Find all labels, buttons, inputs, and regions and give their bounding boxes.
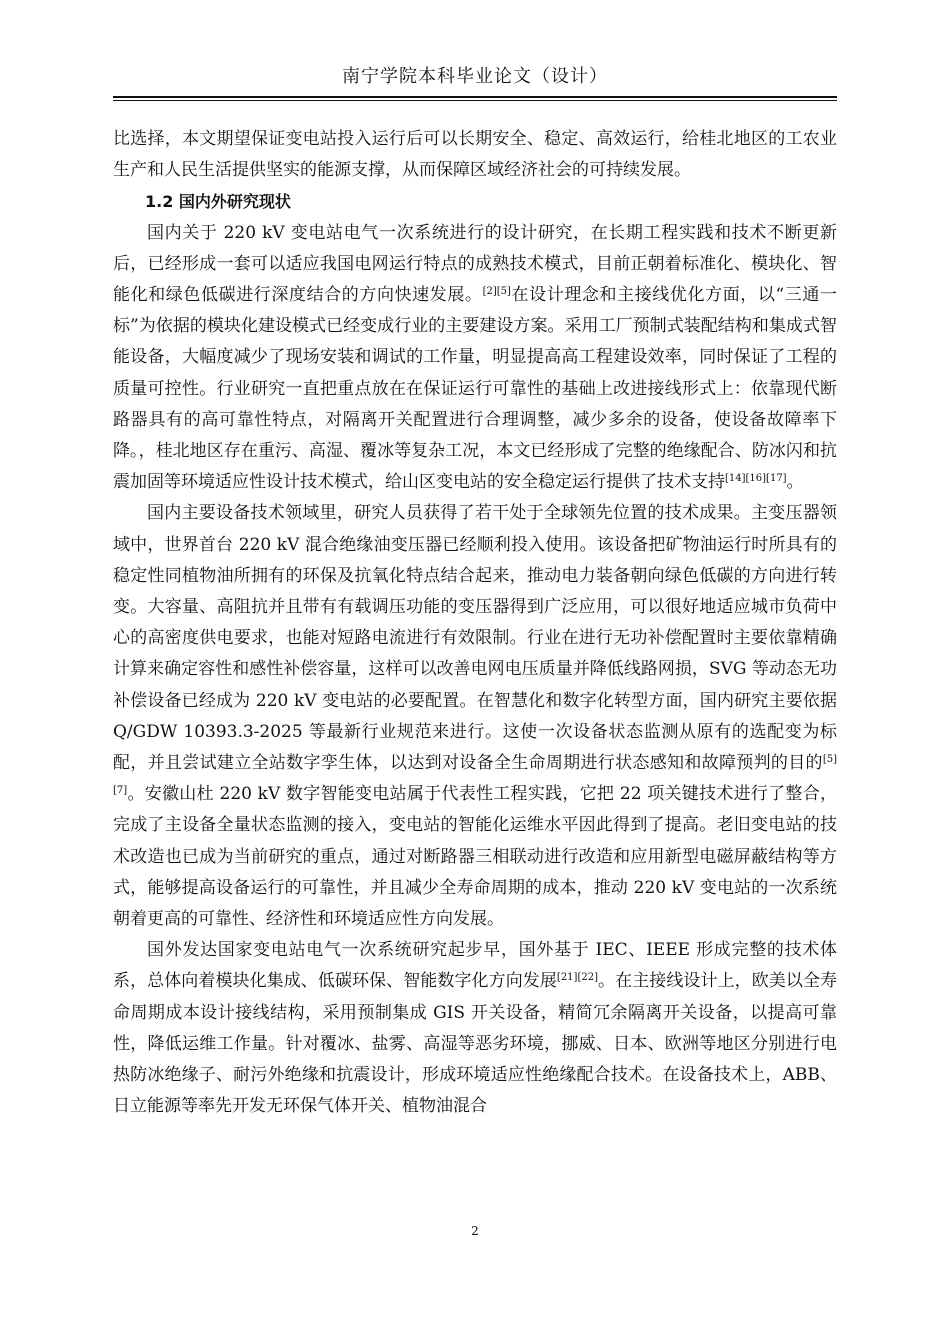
paragraph-text: 比选择，本文期望保证变电站投入运行后可以长期安全、稳定、高效运行，给桂北地区的工农业生产和人民生活提供坚实的能源支撑，从而保障区域经济社会的可持续发展。 (113, 129, 837, 181)
paragraph-text: 。在主接线设计上，欧美以全寿命周期成本设计接线结构，采用预制集成 GIS 开关设备，精简冗余隔离开关设备，以提高可靠性，降低运维工作量。针对覆冰、盐雾、高湿等恶劣环境，挪威、日本、欧洲等地区分别进行电热防冰绝缘子、耐污外绝缘和抗震设计，形成环境适应性绝缘配合技术。在设备技术上，ABB、日立能源等率先开发无环保气体开关、植物油混合 (113, 971, 838, 1117)
citation: [5][7] (113, 754, 837, 797)
paragraph-foreign-research (113, 935, 837, 1122)
paragraph-text: 。安徽山杜 220 kV 数字智能变电站属于代表性工程实践，它把 22 项关键技术进行了整合，完成了主设备全量状态监测的接入，变电站的智能化运维水平因此得到了提高。老旧变电站的技术改造也已成为当前研究的重点，通过对断路器三相联动进行改造和应用新型电磁屏蔽结构等方式，能够提高设备运行的可靠性，并且减少全寿命周期的成本，推动 220 kV 变电站的一次系统朝着更高的可靠性、经济性和环境适应性方向发展。 (113, 784, 837, 930)
paragraph-continued (113, 124, 837, 186)
header-rule (113, 96, 837, 98)
paragraph-text: 国内主要设备技术领域里，研究人员获得了若干处于全球领先位置的技术成果。主变压器领域中，世界首台 220 kV 混合绝缘油变压器已经顺利投入使用。该设备把矿物油运行时所具有的稳定性同植物油所拥有的环保及抗氧化特点结合起来，推动电力装备朝向绿色低碳的方向进行转变。大容量、高阻抗并且带有有载调压功能的变压器得到广泛应用，可以很好地适应城市负荷中心的高密度供电要求，也能对短路电流进行有效限制。行业在进行无功补偿配置时主要依靠精确计算来确定容性和感性补偿容量，这样可以改善电网电压质量并降低线路网损，SVG 等动态无功补偿设备已经成为 220 kV 变电站的必要配置。在智慧化和数字化转型方面，国内研究主要依据 Q/GDW 10393.3-2025 等最新行业规范来进行。这使一次设备状态监测从原有的选配变为标配，并且尝试建立全站数字孪生体，以达到对设备全生命周期进行状态感知和故障预判的目的 (113, 503, 837, 774)
paragraph-domestic-equipment (113, 498, 837, 935)
paragraph-text: 。 (786, 472, 804, 493)
page-number: 2 (471, 1224, 479, 1238)
citation: [14][16][17] (725, 473, 787, 485)
paragraph-text: 国外发达国家变电站电气一次系统研究起步早，国外基于 IEC、IEEE 形成完整的技术体系，总体向着模块化集成、低碳环保、智能数字化方向发展 (113, 940, 837, 992)
running-header: 南宁学院本科毕业论文（设计） (342, 66, 608, 87)
body-text (113, 124, 837, 1123)
header-rule-thin (113, 100, 837, 101)
paragraph-domestic-design (113, 218, 837, 499)
citation: [2][5] (482, 286, 511, 298)
paragraph-text: 国内关于 220 kV 变电站电气一次系统进行的设计研究，在长期工程实践和技术不断更新后，已经形成一套可以适应我国电网运行特点的成熟技术模式，目前正朝着标准化、模块化、智能化和绿色低碳进行深度结合的方向快速发展。 (113, 222, 837, 306)
section-heading: 1.2 国内外研究现状 (145, 192, 291, 212)
citation: [21][22] (556, 972, 598, 984)
paragraph-text: 在设计理念和主接线优化方面，以“三通一标”为依据的模块化建设模式已经变成行业的主要建设方案。采用工厂预制式装配结构和集成式智能设备，大幅度减少了现场安装和调试的工作量，明显提高高工程建设效率，同时保证了工程的质量可控性。行业研究一直把重点放在在保证运行可靠性的基础上改进接线形式上：依靠现代断路器具有的高可靠性特点，对隔离开关配置进行合理调整，减少多余的设备，使设备故障率下降。，桂北地区存在重污、高湿、覆冰等复杂工况，本文已经形成了完整的绝缘配合、防冰闪和抗震加固等环境适应性设计技术模式，给山区变电站的安全稳定运行提供了技术支持 (113, 285, 837, 493)
